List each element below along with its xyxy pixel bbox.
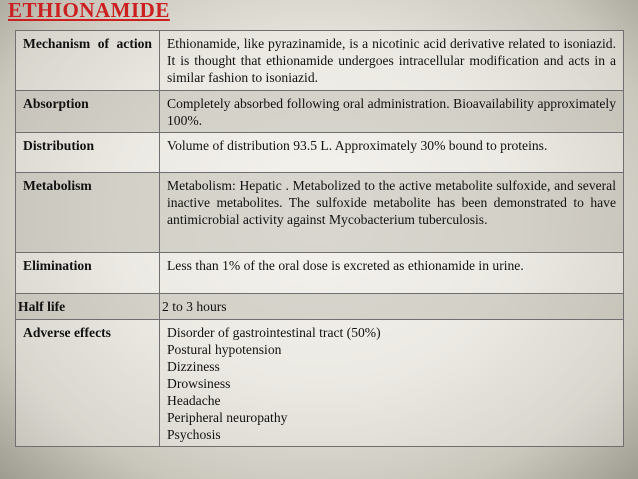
list-item: Postural hypotension xyxy=(167,342,282,357)
row-label: Mechanism of action xyxy=(16,31,160,91)
table-row xyxy=(16,31,624,91)
table-row xyxy=(16,294,624,320)
list-item: Headache xyxy=(167,393,221,408)
table-row xyxy=(16,320,624,447)
list-item: Drowsiness xyxy=(167,376,231,391)
table-row xyxy=(16,91,624,133)
page-title: ETHIONAMIDE xyxy=(8,0,170,22)
row-value: Ethionamide, like pyrazinamide, is a nicotinic acid derivative related to isoniazid. It is thought that ethionamide undergoes intracellular modification and acts in a similar fashion to isoniazid. xyxy=(160,31,624,91)
row-label: Half life xyxy=(16,294,160,320)
row-value: Completely absorbed following oral administration. Bioavailability approximately 100%. xyxy=(160,91,624,133)
table-row xyxy=(16,133,624,173)
list-item: Disorder of gastrointestinal tract (50%) xyxy=(167,325,381,340)
row-label: Adverse effects xyxy=(16,320,160,447)
row-value: 2 to 3 hours xyxy=(160,294,624,320)
table-row xyxy=(16,173,624,253)
row-value: Less than 1% of the oral dose is excreted as ethionamide in urine. xyxy=(160,253,624,294)
list-item: Peripheral neuropathy xyxy=(167,410,288,425)
row-label: Absorption xyxy=(16,91,160,133)
row-label: Distribution xyxy=(16,133,160,173)
row-label: Metabolism xyxy=(16,173,160,253)
list-item: Dizziness xyxy=(167,359,220,374)
row-value: Volume of distribution 93.5 L. Approximately 30% bound to proteins. xyxy=(160,133,624,173)
table-row xyxy=(16,253,624,294)
row-value: Metabolism: Hepatic . Metabolized to the active metabolite sulfoxide, and several inactive metabolites. The sulfoxide metabolite has been demonstrated to have antimicrobial activity against Mycobacterium tuberculosis. xyxy=(160,173,624,253)
drug-properties-table xyxy=(15,30,624,447)
row-value-list xyxy=(160,320,624,447)
list-item: Psychosis xyxy=(167,427,221,442)
row-label: Elimination xyxy=(16,253,160,294)
